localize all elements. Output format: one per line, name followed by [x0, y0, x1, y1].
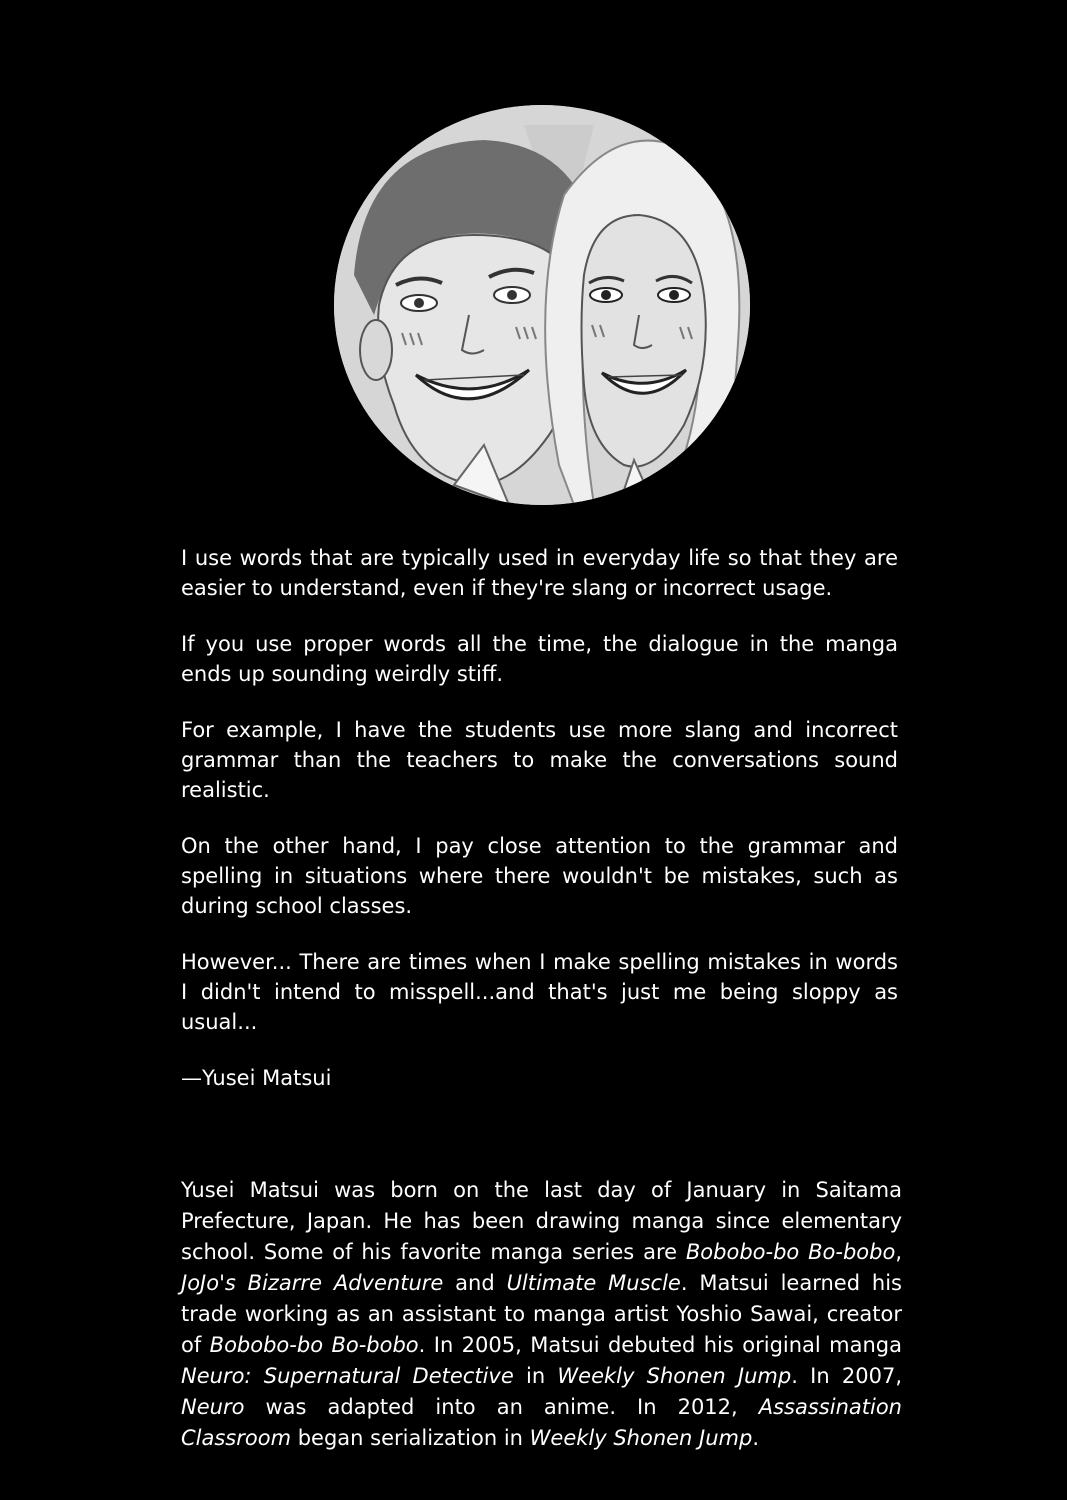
bio-title: Bobobo-bo Bo-bobo [685, 1240, 896, 1264]
message-paragraph: For example, I have the students use more slang and incorrect grammar than the teachers to make the conversations sound realistic. [181, 718, 898, 802]
bio-text: . In 2005, Matsui debuted his original manga [418, 1333, 902, 1357]
bio-text: was adapted into an anime. In 2012, [244, 1395, 759, 1419]
message-paragraph: On the other hand, I pay close attention to the grammar and spelling in situations where there wouldn't be mistakes, such as during school classes. [181, 834, 898, 918]
bio-title: Ultimate Muscle [506, 1271, 681, 1295]
bio-title: Weekly Shonen Jump [529, 1426, 753, 1450]
bio-title: JoJo's Bizarre Adventure [181, 1271, 444, 1295]
bio-title: Neuro: Supernatural Detective [181, 1364, 514, 1388]
bio-text: began serialization in [291, 1426, 530, 1450]
bio-title: Bobobo-bo Bo-bobo [209, 1333, 419, 1357]
bio-text: and [443, 1271, 507, 1295]
bio-text: . [752, 1426, 760, 1450]
signature: —Yusei Matsui [181, 1066, 332, 1090]
author-portrait [334, 105, 750, 505]
bio-text: . In 2007, [791, 1364, 902, 1388]
message-paragraph: However... There are times when I make spelling mistakes in words I didn't intend to misspell...and that's just me being sloppy as usual... [181, 950, 898, 1034]
two-faces-drawing [334, 105, 750, 505]
bio-text: Yusei Matsui was born on the last day of January in Saitama Prefecture, Japan. He has been drawing manga since elementary school. Some of his favorite manga series are [181, 1178, 902, 1264]
author-bio [181, 1175, 902, 1454]
author-message [181, 543, 898, 1119]
bio-title: Neuro [181, 1395, 245, 1419]
bio-title: Assassination Classroom [181, 1395, 902, 1450]
message-paragraph: I use words that are typically used in everyday life so that they are easier to understand, even if they're slang or incorrect usage. [181, 546, 898, 600]
bio-text: in [513, 1364, 558, 1388]
bio-title: Weekly Shonen Jump [557, 1364, 792, 1388]
bio-text: , [895, 1240, 902, 1264]
message-paragraph: If you use proper words all the time, the dialogue in the manga ends up sounding weirdly stiff. [181, 632, 898, 686]
bio-text: . Matsui learned his trade working as an assistant to manga artist Yoshio Sawai, creator of [181, 1271, 902, 1357]
